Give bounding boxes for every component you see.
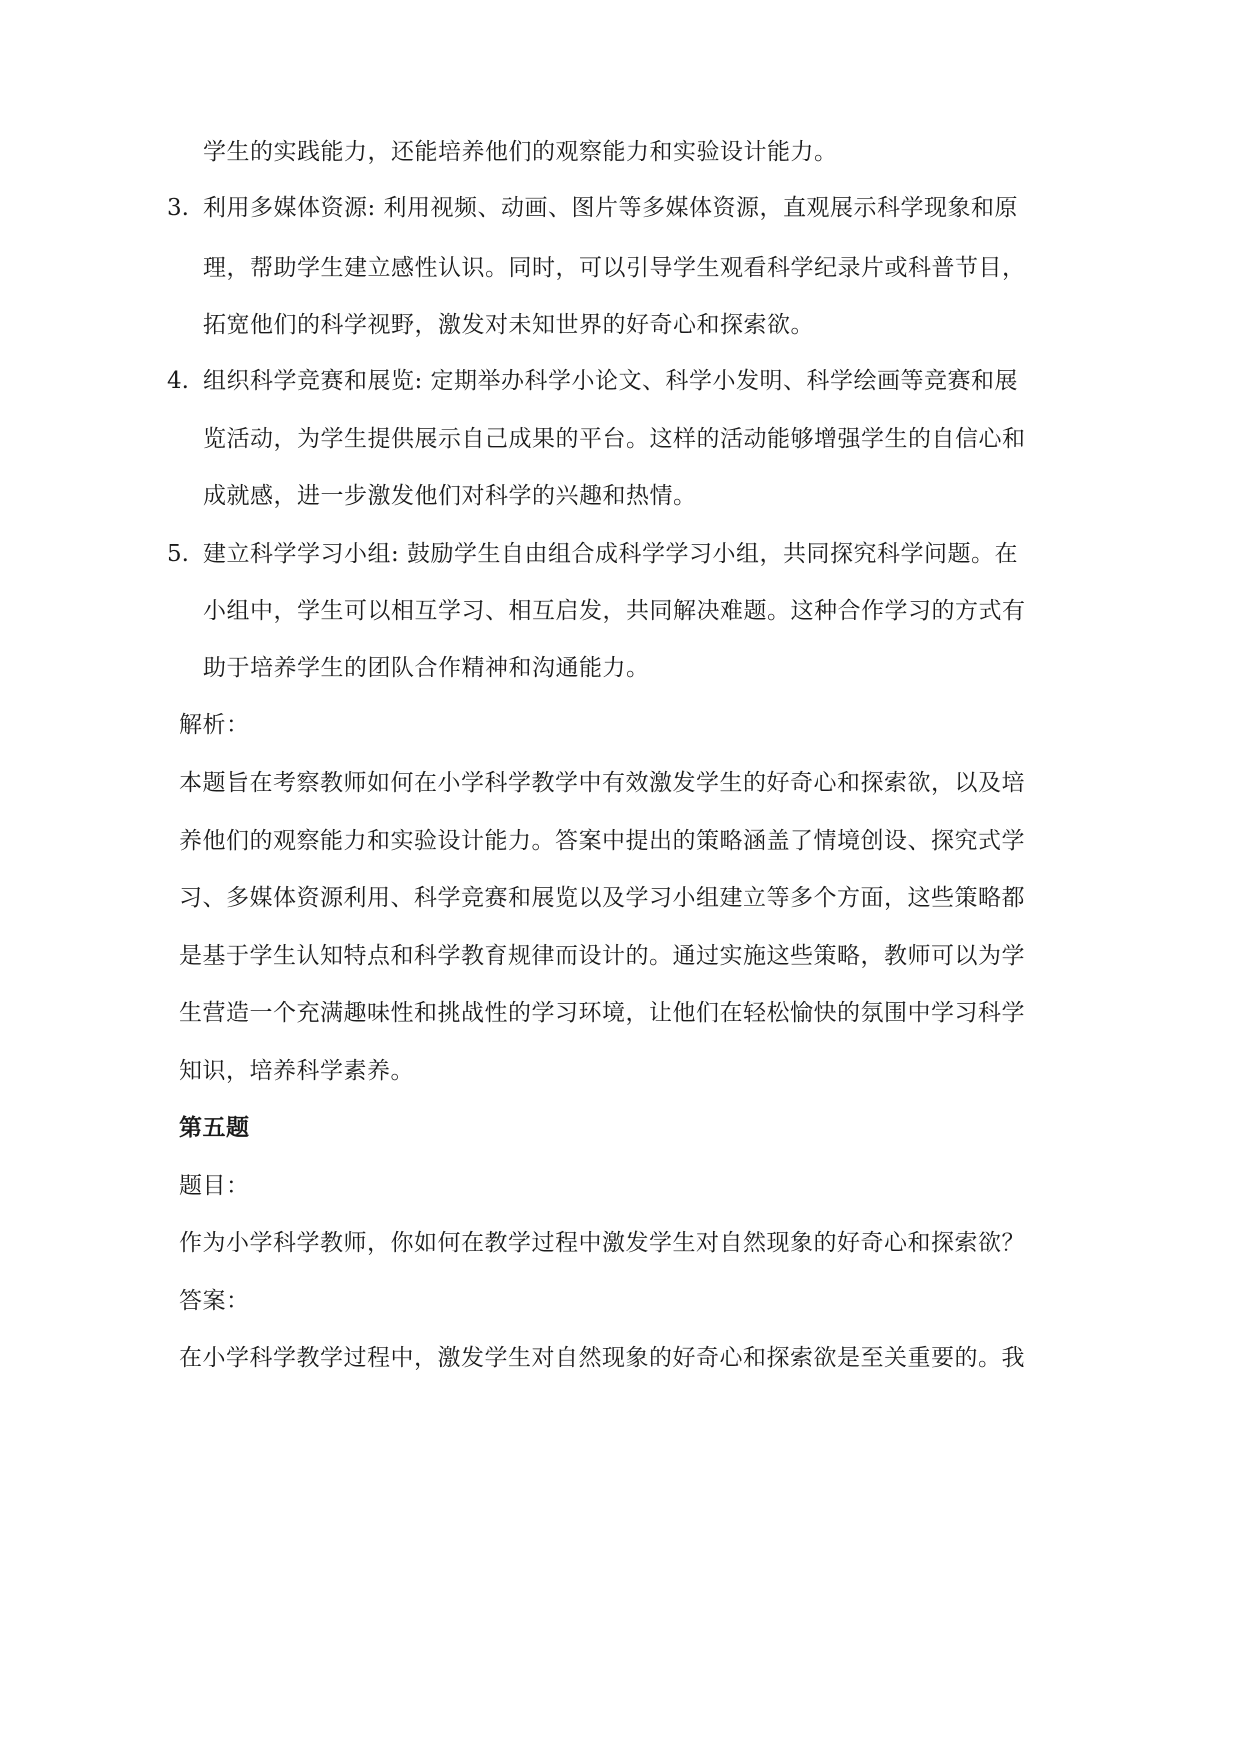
list-item-3-line-3: 拓宽他们的科学视野，激发对未知世界的好奇心和探索欲。 [203, 312, 814, 338]
list-item-5-line-1: 建立科学学习小组: 鼓励学生自由组合成科学学习小组，共同探究科学问题。在 [203, 541, 1019, 567]
list-item-4-line-2: 览活动，为学生提供展示自己成果的平台。这样的活动能够增强学生的自信心和 [203, 426, 1026, 452]
list-item-3-line-2: 理，帮助学生建立感性认识。同时，可以引导学生观看科学纪录片或科普节目， [203, 255, 1026, 281]
list-number-3: 3. [167, 195, 189, 221]
analysis-line-4: 是基于学生认知特点和科学教育规律而设计的。通过实施这些策略，教师可以为学 [179, 943, 1025, 969]
list-item-3-line-1: 利用多媒体资源: 利用视频、动画、图片等多媒体资源，直观展示科学现象和原 [203, 195, 1019, 221]
list-item-4-line-3: 成就感，进一步激发他们对科学的兴趣和热情。 [203, 483, 697, 509]
analysis-line-6: 知识，培养科学素养。 [179, 1058, 414, 1084]
list-item-5-line-3: 助于培养学生的团队合作精神和沟通能力。 [203, 655, 650, 681]
analysis-line-3: 习、多媒体资源利用、科学竞赛和展览以及学习小组建立等多个方面，这些策略都 [179, 885, 1025, 911]
list-item-5-line-2: 小组中，学生可以相互学习、相互启发，共同解决难题。这种合作学习的方式有 [203, 598, 1026, 624]
question-label: 题目： [179, 1173, 250, 1199]
list-item-4-line-1: 组织科学竞赛和展览: 定期举办科学小论文、科学小发明、科学绘画等竞赛和展 [203, 368, 1019, 394]
list-item-2-line-3: 学生的实践能力，还能培养他们的观察能力和实验设计能力。 [203, 139, 838, 165]
answer-text: 在小学科学教学过程中，激发学生对自然现象的好奇心和探索欲是至关重要的。我 [179, 1345, 1025, 1371]
analysis-line-2: 养他们的观察能力和实验设计能力。答案中提出的策略涵盖了情境创设、探究式学 [179, 828, 1025, 854]
analysis-line-1: 本题旨在考察教师如何在小学科学教学中有效激发学生的好奇心和探索欲，以及培 [179, 770, 1025, 796]
list-number-4: 4. [167, 368, 189, 394]
list-number-5: 5. [167, 541, 189, 567]
answer-label: 答案： [179, 1288, 250, 1314]
analysis-label: 解析： [179, 712, 250, 738]
question-text: 作为小学科学教师，你如何在教学过程中激发学生对自然现象的好奇心和探索欲？ [179, 1230, 1025, 1256]
analysis-line-5: 生营造一个充满趣味性和挑战性的学习环境，让他们在轻松愉快的氛围中学习科学 [179, 1000, 1025, 1026]
section-heading: 第五题 [179, 1114, 250, 1141]
